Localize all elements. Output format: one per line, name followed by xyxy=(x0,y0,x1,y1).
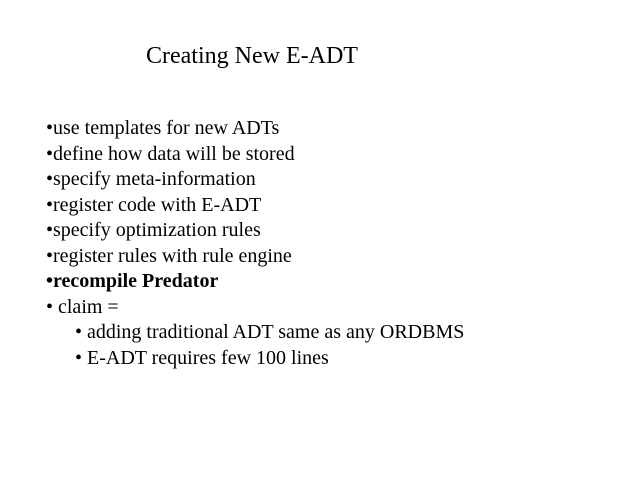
bullet-item: • claim = xyxy=(46,295,119,318)
bullet-item: •register rules with rule engine xyxy=(46,244,292,267)
sub-bullet-item: • adding traditional ADT same as any ORDBMS xyxy=(75,321,465,343)
sub-bullet-item: • E-ADT requires few 100 lines xyxy=(75,346,329,369)
slide-title: Creating New E-ADT xyxy=(146,43,358,69)
bullet-list xyxy=(46,116,464,371)
bullet-item: •define how data will be stored xyxy=(46,142,295,165)
bullet-item: •specify optimization rules xyxy=(46,219,261,241)
bullet-item: •register code with E-ADT xyxy=(46,193,262,216)
bullet-item: •specify meta-information xyxy=(46,168,256,190)
bullet-item: •use templates for new ADTs xyxy=(46,117,280,139)
bullet-item-bold: •recompile Predator xyxy=(46,270,219,292)
